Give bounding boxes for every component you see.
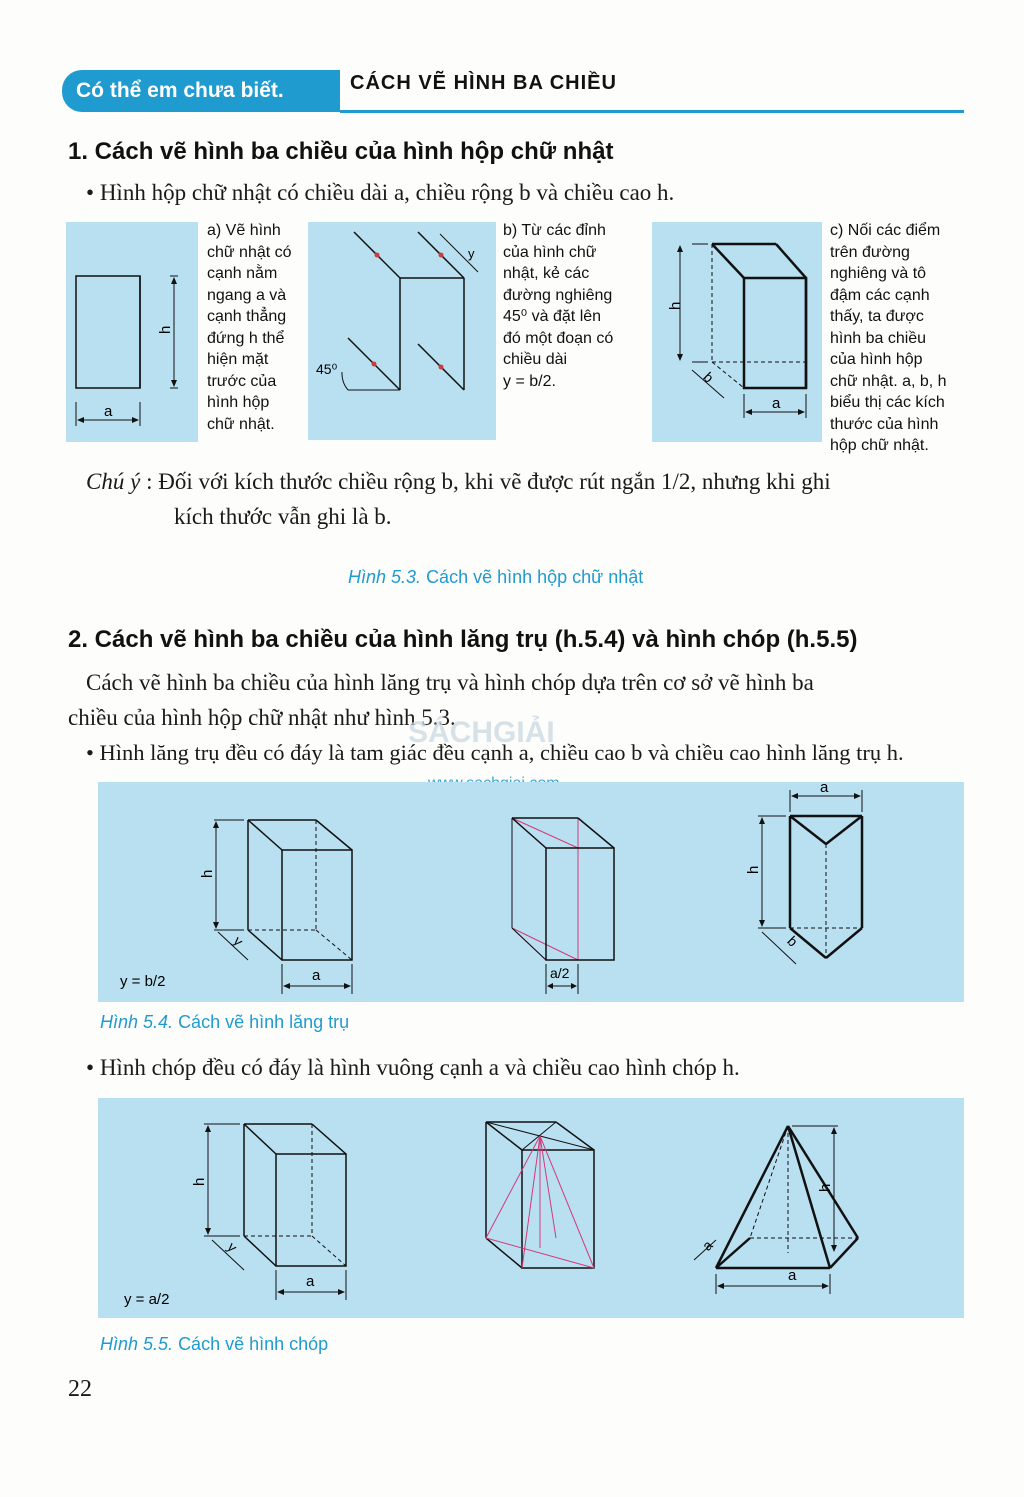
bullet-pyramid: • Hình chóp đều có đáy là hình vuông cạnh a và chiều cao hình chóp h. bbox=[86, 1055, 740, 1080]
bullet-prism: • Hình lăng trụ đều có đáy là tam giác đều cạnh a, chiều cao b và chiều cao hình lăng trụ h. bbox=[86, 740, 904, 765]
label-a-55: a bbox=[306, 1273, 315, 1290]
banner-tag: Có thể em chưa biết. bbox=[62, 70, 340, 112]
banner-title: CÁCH VẼ HÌNH BA CHIỀU bbox=[350, 72, 617, 94]
label-a-c: a bbox=[772, 395, 781, 412]
label-a-55side: a bbox=[698, 1236, 716, 1254]
section2-paragraph: Cách vẽ hình ba chiều của hình lăng trụ và hình chóp dựa trên cơ sở vẽ hình ba chiều của hình hộp chữ nhật như hình 5.3. bbox=[68, 670, 814, 730]
label-h: h bbox=[157, 325, 174, 334]
section1-bullet: • Hình hộp chữ nhật có chiều dài a, chiều rộng b và chiều cao h. bbox=[86, 180, 675, 205]
note-label: Chú ý bbox=[86, 469, 141, 494]
label-a2-54: a/2 bbox=[550, 965, 570, 981]
label-b-c: b bbox=[700, 368, 718, 386]
label-a-55c: a bbox=[788, 1267, 797, 1284]
figure-5-3c bbox=[652, 222, 824, 444]
label-y: y bbox=[468, 246, 475, 261]
banner-underline bbox=[340, 110, 964, 113]
note: Chú ý : Đối với kích thước chiều rộng b, khi vẽ được rút ngắn 1/2, nhưng khi ghi kích thước vẫn ghi là b. bbox=[86, 469, 831, 529]
label-h-c: h bbox=[667, 301, 684, 310]
label-h-55c: h bbox=[817, 1183, 834, 1192]
caption-5-3: Hình 5.3. Cách vẽ hình hộp chữ nhật bbox=[348, 567, 644, 587]
label-y-55: y bbox=[224, 1238, 241, 1256]
label-y-54: y bbox=[230, 932, 247, 950]
label-h-54c: h bbox=[745, 865, 762, 874]
label-y-a2: y = a/2 bbox=[124, 1291, 170, 1308]
label-angle: 45⁰ bbox=[316, 361, 338, 377]
figure-5-3b bbox=[308, 222, 498, 442]
label-h-55: h bbox=[191, 1177, 208, 1186]
caption-5-5: Hình 5.5. Cách vẽ hình chóp bbox=[100, 1334, 329, 1354]
page-number: 22 bbox=[68, 1376, 92, 1402]
step-b-text: b) Từ các đỉnh của hình chữ nhật, kẻ các đường nghiêng 45⁰ và đặt lên đó một đoạn có chiều dài y = b/2. bbox=[503, 222, 614, 390]
section2-heading: 2. Cách vẽ hình ba chiều của hình lăng trụ (h.5.4) và hình chóp (h.5.5) bbox=[68, 626, 858, 653]
label-a-54: a bbox=[312, 967, 321, 984]
label-a: a bbox=[104, 403, 113, 420]
step-a-text: a) Vẽ hình chữ nhật có cạnh nằm ngang a và cạnh thẳng đứng h thể hiện mặt trước của hình hộp chữ nhật. bbox=[207, 222, 292, 433]
label-h-54: h bbox=[199, 869, 216, 878]
figure-5-3a bbox=[60, 222, 200, 444]
step-c-text: c) Nối các điểm trên đường nghiêng và tô đậm các cạnh thấy, ta được hình ba chiều của hình hộp chữ nhật. a, b, h biểu thị các kích thước của hình hộp chữ nhật. bbox=[830, 222, 947, 454]
section1-heading: 1. Cách vẽ hình ba chiều của hình hộp chữ nhật bbox=[68, 138, 614, 165]
caption-5-4: Hình 5.4. Cách vẽ hình lăng trụ bbox=[100, 1012, 350, 1032]
figure-5-5 bbox=[98, 1098, 964, 1318]
watermark-brand: SÁCHGIẢI bbox=[408, 716, 555, 749]
label-a-54c: a bbox=[820, 782, 829, 796]
figure-5-4 bbox=[98, 782, 964, 1002]
label-y-b2: y = b/2 bbox=[120, 973, 166, 990]
label-b-54c: b bbox=[784, 932, 802, 950]
